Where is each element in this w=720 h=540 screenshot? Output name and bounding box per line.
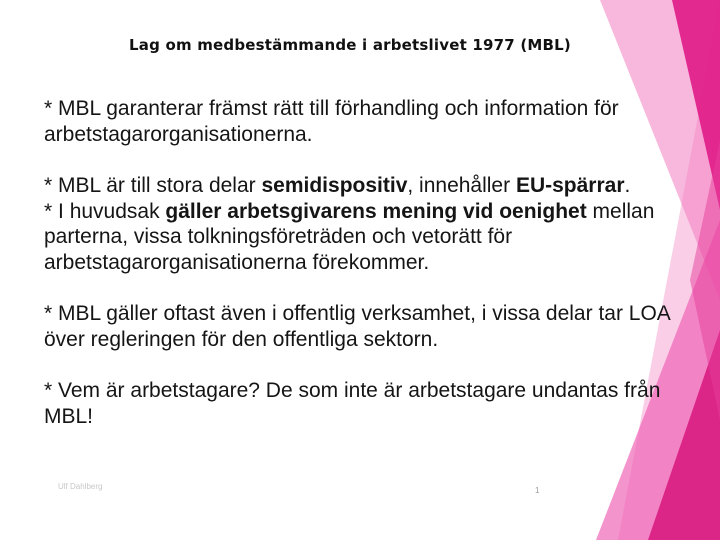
paragraph-1 bbox=[44, 96, 674, 147]
text-run: I huvudsak bbox=[52, 199, 166, 223]
bullet-mark: * bbox=[44, 302, 53, 325]
footer-text: Ulf Dahlberg bbox=[58, 482, 103, 491]
text-run: , innehåller bbox=[407, 174, 516, 197]
paragraph-3 bbox=[44, 199, 674, 276]
paragraph-5 bbox=[44, 378, 674, 429]
slide-title: Lag om medbestämmande i arbetslivet 1977 (MBL) bbox=[129, 36, 571, 54]
bold-phrase-arbetsgivarens-mening: gäller arbetsgivarens mening vid oenighet bbox=[165, 199, 587, 223]
paragraph-4 bbox=[44, 301, 674, 352]
paragraph-2 bbox=[44, 173, 674, 199]
bullet-mark: * bbox=[44, 97, 53, 120]
bold-term-eu-sparrar: EU-spärrar bbox=[515, 174, 625, 197]
slide-body bbox=[44, 96, 674, 429]
text-run: mellan parterna, vissa tolkningsföreträden och vetorätt för arbetstagarorganisationerna förekommer. bbox=[44, 199, 655, 274]
text-run: . bbox=[624, 174, 631, 197]
text-run: MBL garanterar främst rätt till förhandling och information för arbetstagarorganisationerna. bbox=[44, 97, 619, 146]
text-run: MBL gäller oftast även i offentlig verksamhet, i vissa delar tar LOA över regleringen för den offentliga sektorn. bbox=[44, 302, 670, 351]
bullet-mark: * bbox=[44, 174, 53, 197]
text-run: MBL är till stora delar bbox=[52, 174, 262, 197]
bullet-mark: * bbox=[44, 199, 53, 223]
text-run: Vem är arbetstagare? De som inte är arbetstagare undantas från MBL! bbox=[44, 379, 661, 428]
bullet-mark: * bbox=[44, 379, 53, 402]
bold-term-semidispositiv: semidispositiv bbox=[261, 174, 408, 197]
slide-number: 1 bbox=[535, 486, 540, 495]
